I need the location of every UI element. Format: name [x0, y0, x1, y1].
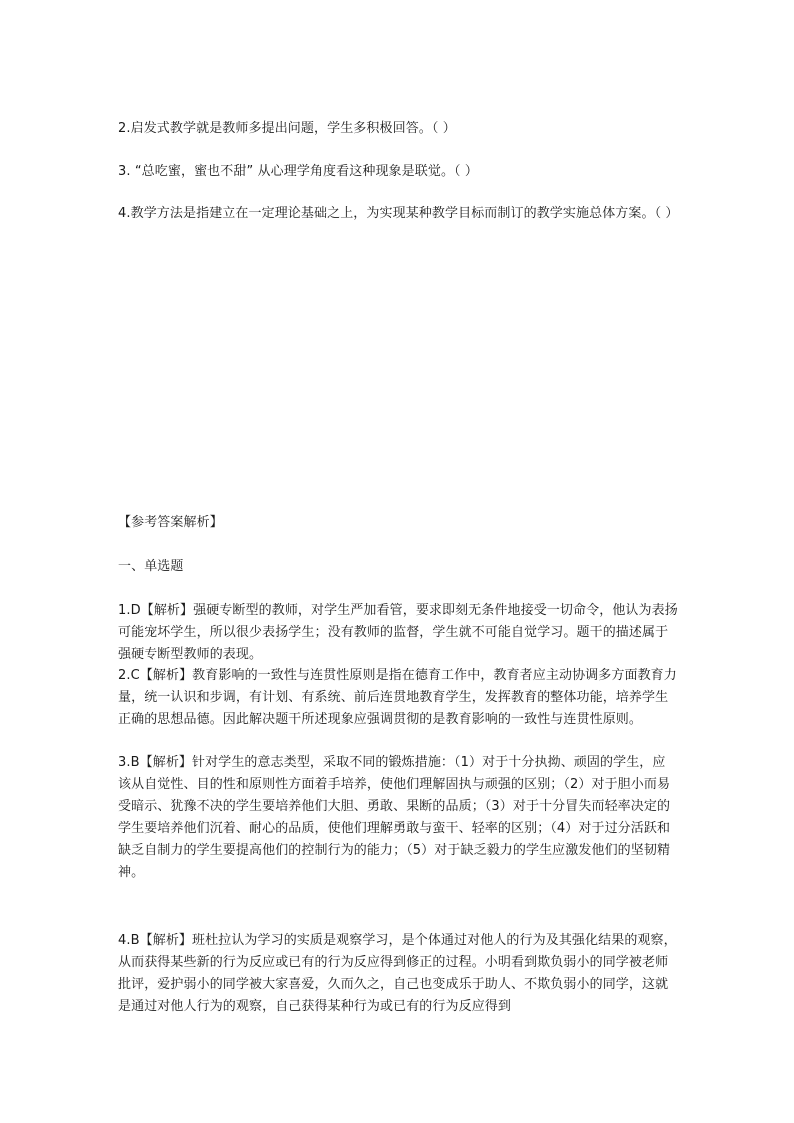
answer-key-title: 【参考答案解析】	[118, 515, 223, 530]
section-title-single-choice: 一、单选题	[118, 559, 184, 574]
answer-explanation-2: 2.C【解析】教育影响的一致性与连贯性原则是指在德育工作中，教育者应主动协调多方面教育力量，统一认识和步调，有计划、有系统、前后连贯地教育学生，发挥教育的整体功能，培养学生正确的思想品德。因此解决题干所述现象应强调贯彻的是教育影响的一致性与连贯性原则。	[118, 668, 677, 727]
answer-explanation-3: 3.B【解析】针对学生的意志类型，采取不同的锻炼措施：（1）对于十分执拗、顽固的学生，应该从自觉性、目的性和原则性方面着手培养，使他们理解固执与顽强的区别；（2）对于胆小而易受暗示、犹豫不决的学生要培养他们大胆、勇敢、果断的品质；（3）对于十分冒失而轻率决定的学生要培养他们沉着、耐心的品质，使他们理解勇敢与蛮干、轻率的区别；（4）对于过分活跃和缺乏自制力的学生要提高他们的控制行为的能力；（5）对于缺乏毅力的学生应激发他们的坚韧精神。	[118, 755, 671, 880]
answer-explanation-4: 4.B【解析】班杜拉认为学习的实质是观察学习，是个体通过对他人的行为及其强化结果的观察，从而获得某些新的行为反应或已有的行为反应得到修正的过程。小明看到欺负弱小的同学被老师批评，爱护弱小的同学被大家喜爱，久而久之，自己也变成乐于助人、不欺负弱小的同学，这就是通过对他人行为的观察，自己获得某种行为或已有的行为反应得到	[118, 933, 677, 1014]
answer-explanation-1: 1.D【解析】强硬专断型的教师，对学生严加看管，要求即刻无条件地接受一切命令，他认为表扬可能宠坏学生，所以很少表扬学生；没有教师的监督，学生就不可能自觉学习。题干的描述属于强硬专断型教师的表现。	[118, 603, 678, 662]
question-2: 2.启发式教学就是教师多提出问题，学生多积极回答。（ ）	[118, 121, 456, 136]
question-4: 4.教学方法是指建立在一定理论基础之上，为实现某种教学目标而制订的教学实施总体方案。（ ）	[118, 206, 679, 221]
question-3: 3. “总吃蜜，蜜也不甜” 从心理学角度看这种现象是联觉。（ ）	[118, 164, 478, 179]
